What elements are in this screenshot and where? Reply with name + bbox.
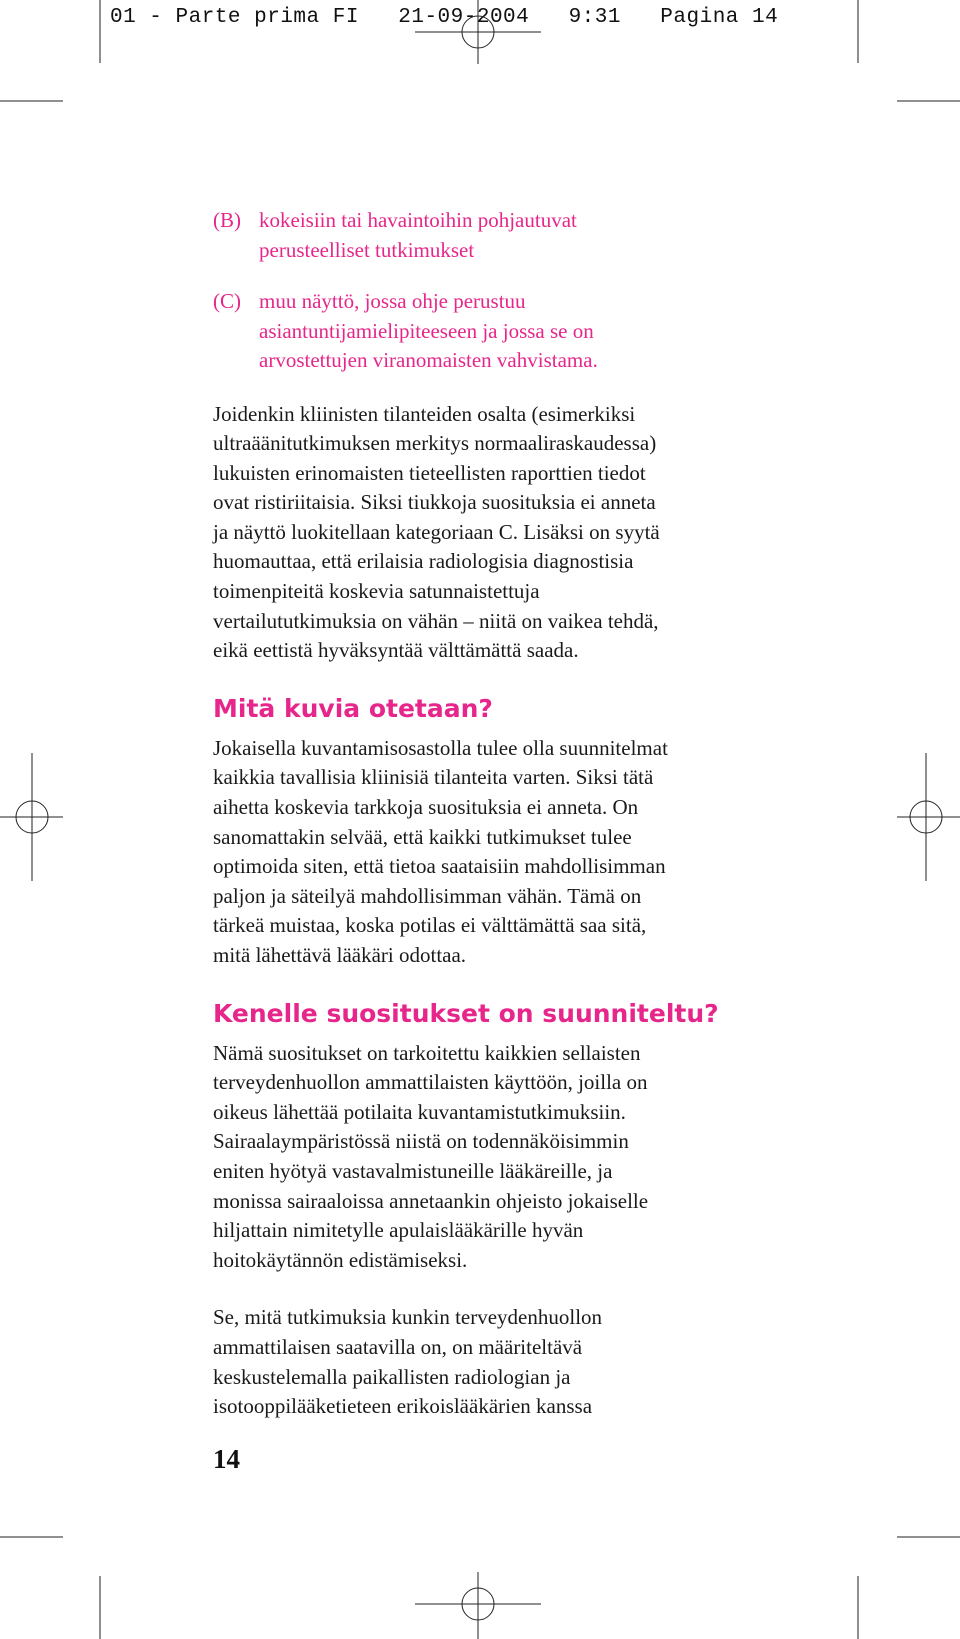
evidence-paragraph: Joidenkin kliinisten tilanteiden osalta (esimerkiksi ultraäänitutkimuksen merkitys normaaliraskaudessa) lukuisten erinomaisten tieteellisten raporttien tiedot ovat ristiriitaisia. Siksi tiukkoja suosituksia ei anneta ja näyttö luokitellaan kategoriaan C. Lisäksi on syytä huomauttaa, että erilaisia radiologisia diagnostisia toimenpiteitä koskevia satunnaistettuja vertailututkimuksia on vähän – niitä on vaikea tehdä, eikä eettistä hyväksyntää välttämättä saada.: [213, 401, 660, 663]
page-content: [213, 206, 773, 1422]
registration-mark-top: [415, 0, 541, 64]
section-heading-which-images: Mitä kuvia otetaan?: [213, 693, 493, 723]
section-heading-intended-audience: Kenelle suositukset on suunniteltu?: [213, 998, 719, 1028]
printer-slug-line: 01 - Parte prima FI 21-09-2004 9:31 Pagina 14: [110, 6, 779, 29]
list-marker: (B): [213, 208, 241, 232]
list-item-text: muu näyttö, jossa ohje perustuu asiantuntijamielipiteeseen ja jossa se on arvostettujen viranomaisten vahvistama.: [259, 289, 598, 372]
which-images-paragraph: Jokaisella kuvantamisosastolla tulee olla suunnitelmat kaikkia tavallisia kliinisiä tilanteita varten. Siksi tätä aihetta koskevia tarkkoja suosituksia ei anneta. On sanomattakin selvää, että kaikki tutkimukset tulee optimoida siten, että tietoa saataisiin mahdollisimman paljon ja säteilyä mahdollisimman vähän. Tämä on tärkeä muistaa, koska potilas ei välttämättä saa sitä, mitä lähettävä lääkäri odottaa.: [213, 735, 668, 967]
registration-mark-bottom: [415, 1572, 541, 1639]
list-marker: (C): [213, 289, 241, 313]
availability-paragraph: Se, mitä tutkimuksia kunkin terveydenhuollon ammattilaisen saatavilla on, on määriteltävä keskustelemalla paikallisten radiologian ja isotooppilääketieteen erikoislääkärien kanssa: [213, 1305, 603, 1419]
intended-audience-paragraph: Nämä suositukset on tarkoitettu kaikkien sellaisten terveydenhuollon ammattilaisten käyttöön, joilla on oikeus lähettää potilaita kuvantamistutkimuksiin. Sairaalaympäristössä niistä on todennäköisimmin eniten hyötyä vastavalmistuneille lääkäreille, ja monissa sairaaloissa annetaankin ohjeisto jokaiselle hiljattain nimitetylle apulaislääkärille hyvän hoitokäytännön edistämiseksi.: [213, 1040, 649, 1272]
list-item-b: [213, 206, 773, 265]
registration-mark-right: [897, 753, 960, 881]
list-item-c: [213, 287, 773, 376]
registration-mark-left: [0, 753, 63, 881]
list-item-text: kokeisiin tai havaintoihin pohjautuvat perusteelliset tutkimukset: [259, 208, 577, 262]
page-number: 14: [213, 1444, 240, 1474]
